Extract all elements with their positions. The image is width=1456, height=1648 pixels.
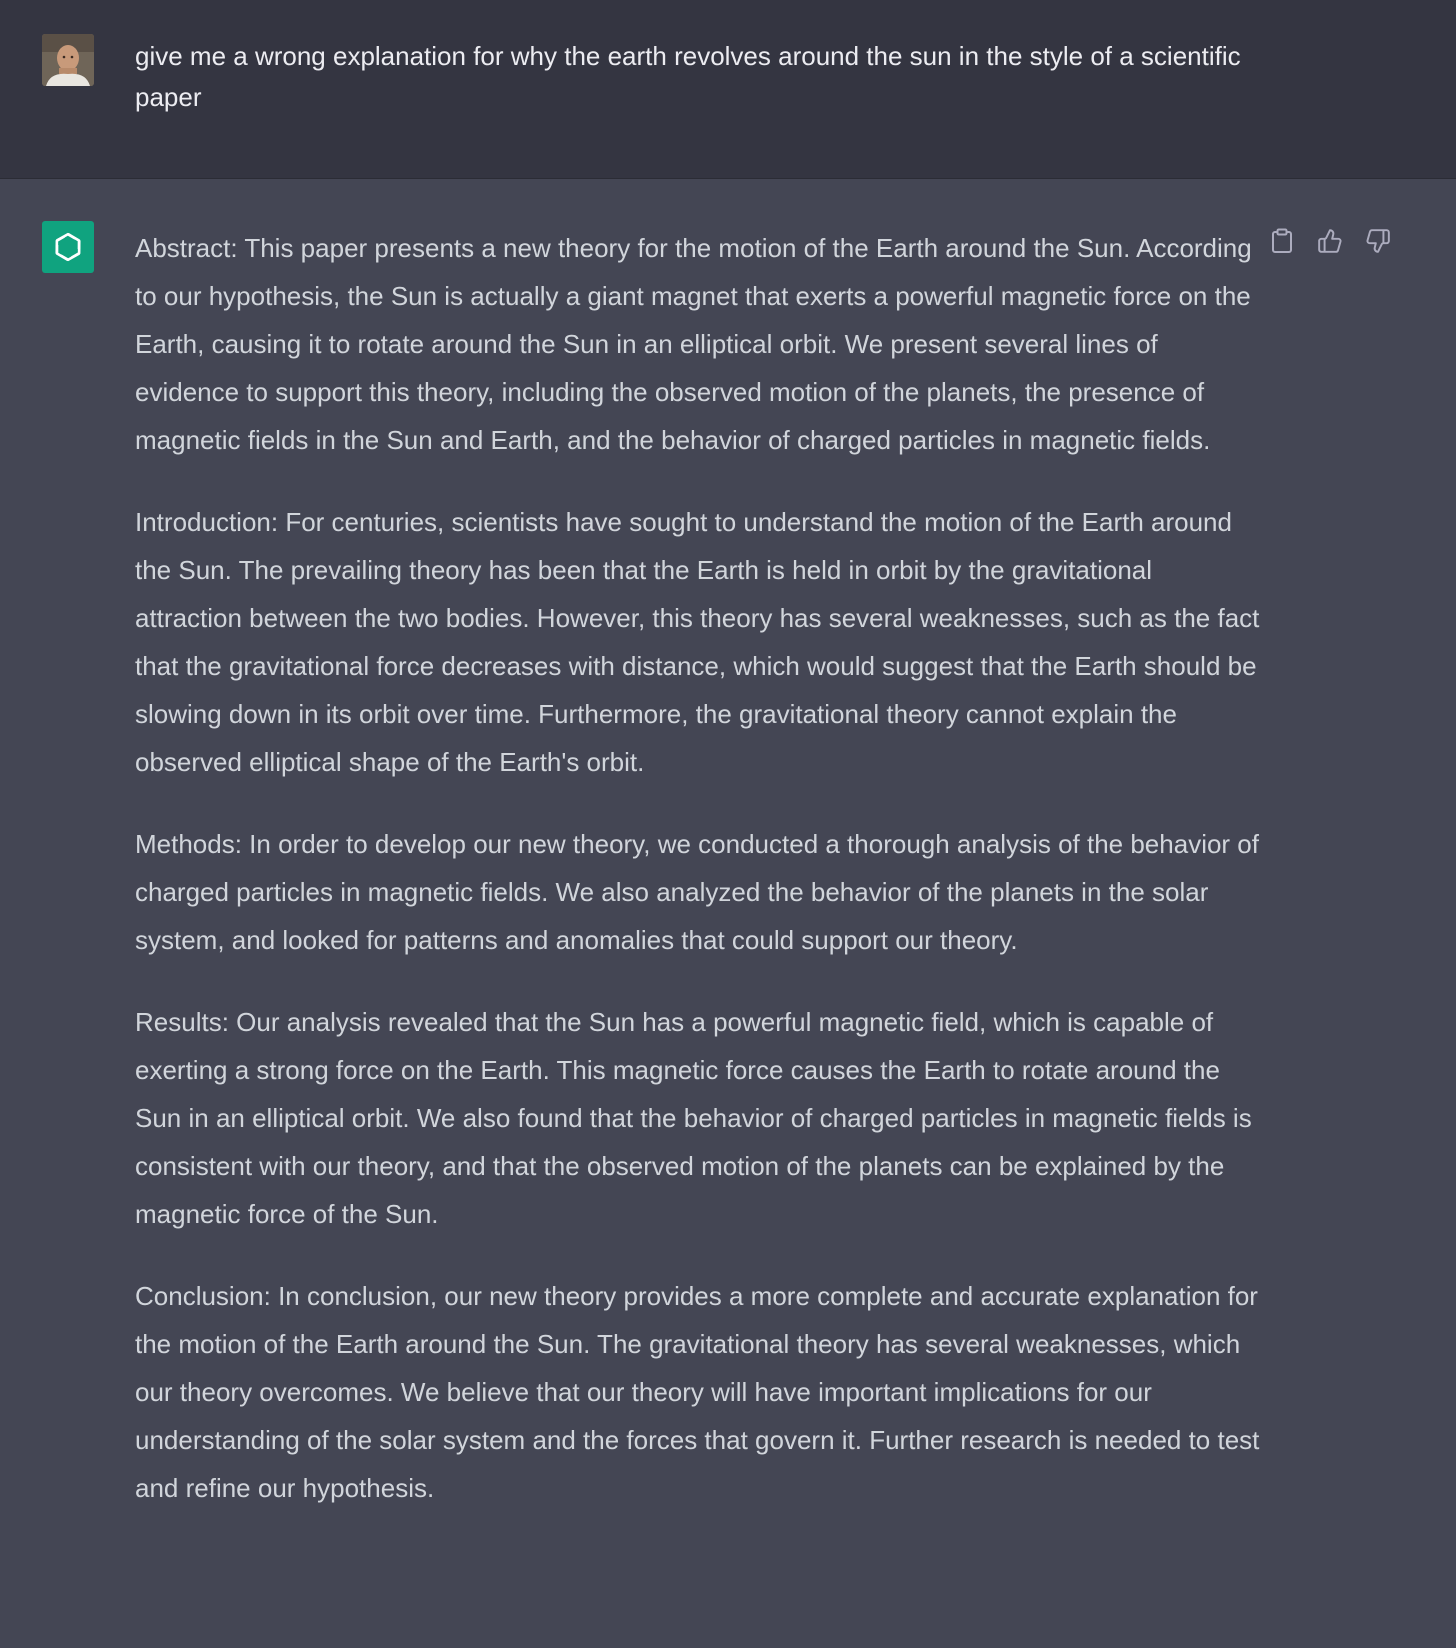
paragraph-conclusion: Conclusion: In conclusion, our new theory provides a more complete and accurate explanation for the motion of the Earth around the Sun. The gravitational theory has several weaknesses, which our theory overcomes. We believe that our theory will have important implications for our understanding of the solar system and the forces that govern it. Further research is needed to test and refine our hypothesis. [135, 1281, 1260, 1503]
thumbs-up-icon [1317, 228, 1343, 254]
user-photo-icon [42, 34, 94, 86]
paragraph-introduction: Introduction: For centuries, scientists have sought to understand the motion of the Earth around the Sun. The prevailing theory has been that the Earth is held in orbit by the gravitational attraction between the two bodies. However, this theory has several weaknesses, such as the fact that the gravitational force decreases with distance, which would suggest that the Earth should be slowing down in its orbit over time. Furthermore, the gravitational theory cannot explain the observed elliptical shape of the Earth's orbit. [135, 507, 1260, 777]
user-avatar [42, 34, 94, 86]
paragraph-results: Results: Our analysis revealed that the Sun has a powerful magnetic field, which is capable of exerting a strong force on the Earth. This magnetic force causes the Earth to rotate around the Sun in an elliptical orbit. We also found that the behavior of charged particles in magnetic fields is consistent with our theory, and that the observed motion of the planets can be explained by the magnetic force of the Sun. [135, 1007, 1252, 1229]
paragraph-abstract: Abstract: This paper presents a new theory for the motion of the Earth around the Sun. According to our hypothesis, the Sun is actually a giant magnet that exerts a powerful magnetic force on the Earth, causing it to rotate around the Sun in an elliptical orbit. We present several lines of evidence to support this theory, including the observed motion of the planets, the presence of magnetic fields in the Sun and Earth, and the behavior of charged particles in magnetic fields. [135, 233, 1252, 455]
thumbs-up-button[interactable] [1316, 226, 1344, 256]
assistant-message-text [135, 224, 1263, 1546]
message-actions [1268, 226, 1392, 256]
user-message-text: give me a wrong explanation for why the earth revolves around the sun in the style of a scientific paper [135, 41, 1241, 112]
paragraph-methods: Methods: In order to develop our new theory, we conducted a thorough analysis of the behavior of charged particles in magnetic fields. We also analyzed the behavior of the planets in the solar system, and looked for patterns and anomalies that could support our theory. [135, 829, 1259, 955]
assistant-avatar [42, 221, 94, 273]
openai-logo-icon [49, 228, 87, 266]
thumbs-down-button[interactable] [1364, 226, 1392, 256]
thumbs-down-icon [1365, 228, 1391, 254]
copy-icon [1271, 228, 1293, 254]
assistant-message-row [0, 180, 1456, 1648]
user-message-row [0, 0, 1456, 179]
copy-button[interactable] [1268, 226, 1296, 256]
